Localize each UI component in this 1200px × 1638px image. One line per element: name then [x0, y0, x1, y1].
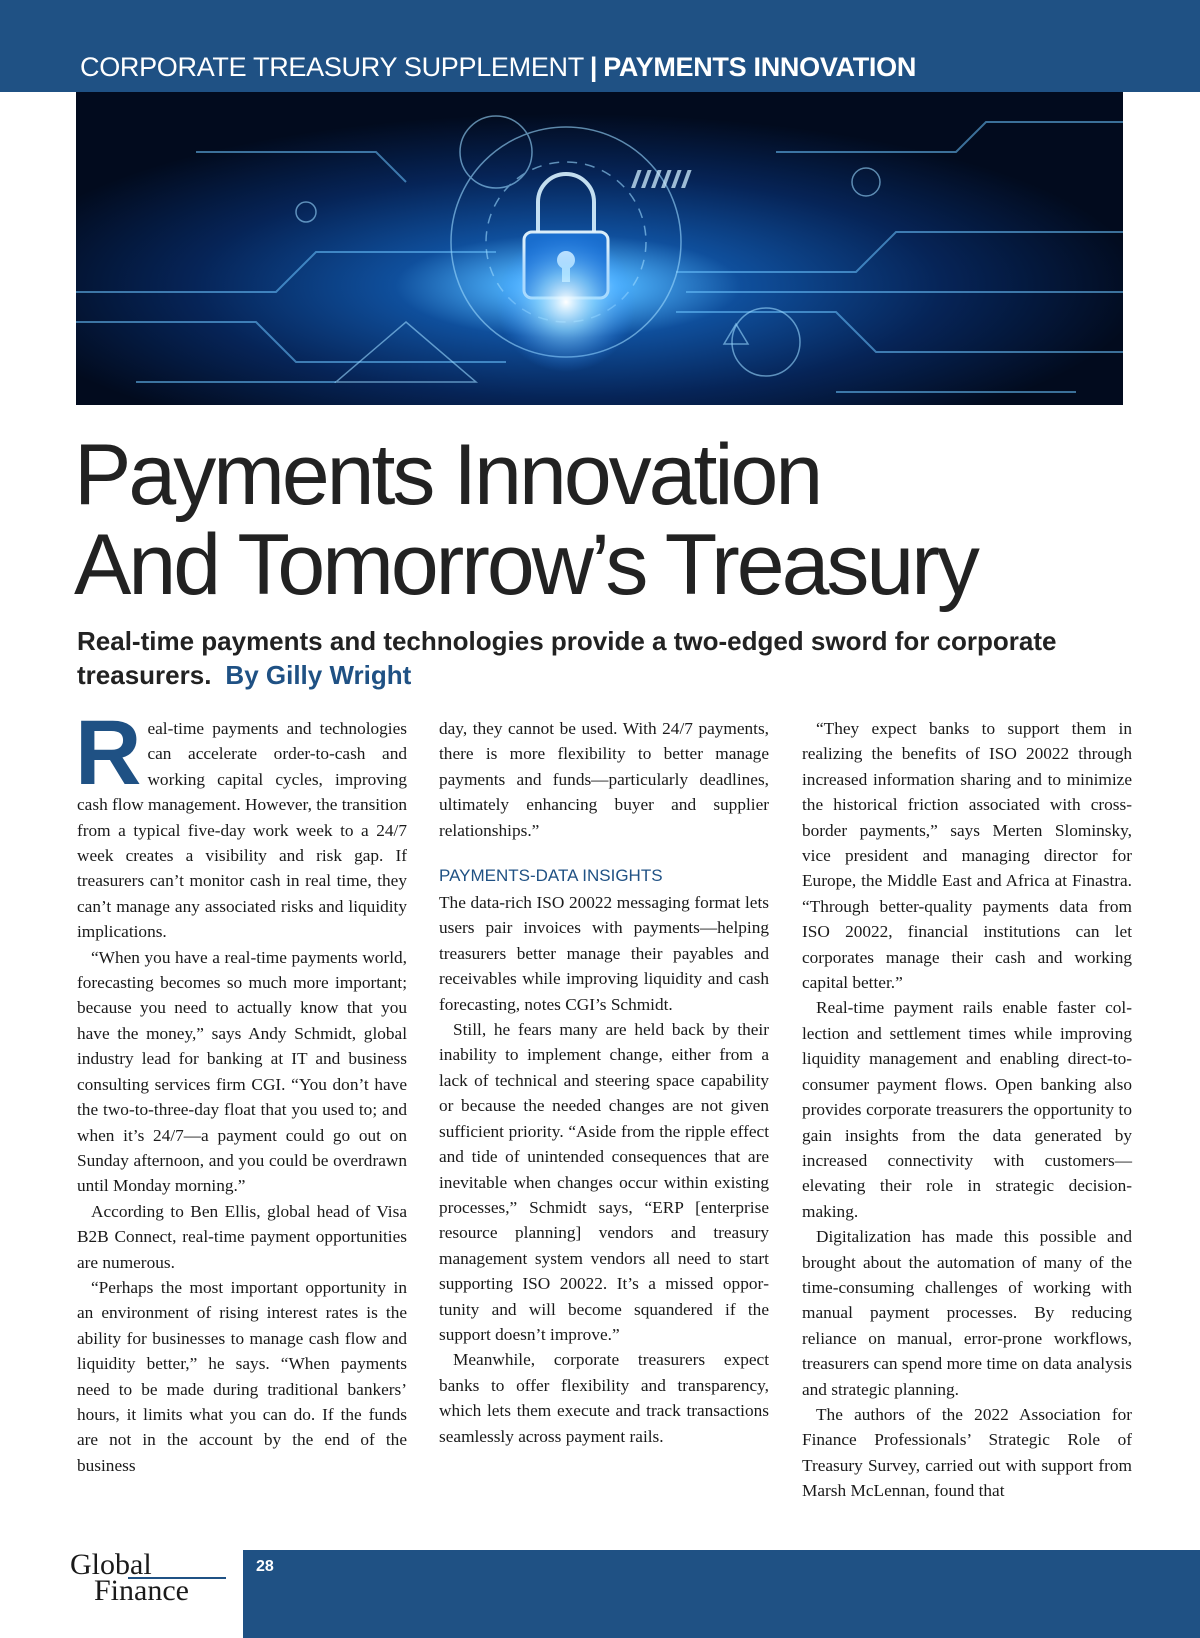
byline: By Gilly Wright	[225, 660, 412, 690]
paragraph: day, they cannot be used. With 24/7 payments, there is more flexibility to better manage payments and funds—particularly deadlines, ultimately enhancing buyer and supplier relationships.”	[439, 719, 769, 840]
article-headline	[74, 427, 977, 613]
section-subhead: PAYMENTS-DATA INSIGHTS	[439, 866, 663, 886]
global-finance-logo	[68, 1548, 228, 1608]
logo-line-1: Global	[70, 1548, 152, 1581]
column-2	[439, 716, 769, 1449]
footer-bar	[243, 1550, 1200, 1638]
headline-line-1: Payments Innovation	[74, 427, 821, 523]
banner-section: CORPORATE TREASURY SUPPLEMENT	[80, 52, 584, 82]
padlock-circuit-icon	[76, 92, 1123, 405]
paragraph: Real-time payment rails enable faster collection and settlement times while improving liquidity management and enabling direct-to-consumer payment flows. Open banking also provides corporate treasurers the opportunity to gain insights from the data generated by increased connectivity with customers—elevating their role in strategic decision-making.	[802, 998, 1132, 1221]
paragraph: “When you have a real-time payments world, forecasting becomes so much more important; because you need to actually know that you have the money,” says Andy Schmidt, global industry lead for banking at IT and business consulting services firm CGI. “You don’t have the two-to-three-day float that you used to; and when it’s 24/7—a payment could go out on Sunday afternoon, and you could be overdrawn until Monday morning.”	[77, 947, 407, 1196]
paragraph: The authors of the 2022 Association for Finance Professionals’ Strategic Role of Treasury Survey, carried out with support from Marsh McLennan, found that	[802, 1404, 1132, 1501]
paragraph: “Perhaps the most important opportunity in an environment of rising interest rates is the ability for businesses to manage cash flow and liquidity better,” he says. “When payments need to be made during traditional bankers’ hours, it limits what you can do. If the funds are not in the account by the end of the business	[77, 1277, 407, 1475]
paragraph: Meanwhile, corporate treasurers expect banks to offer flexibility and transparency, which lets them execute and track transactions seamlessly across payment rails.	[439, 1350, 769, 1446]
banner-separator: |	[589, 52, 598, 82]
section-banner	[0, 0, 1200, 92]
paragraph-text: eal-time payments and technologies can accelerate order-to-cash and working capital cycles, improving cash flow management. However, the transition from a typical five-day work week to a 24/7 week creates a visibility and risk gap. If treasurers can’t monitor cash in real time, they can’t manage any associated risks and liquidity implications.	[77, 719, 407, 942]
column-1	[75, 702, 407, 1478]
logo-line-2: Finance	[94, 1574, 189, 1607]
page-number: 28	[256, 1558, 274, 1575]
drop-cap: R	[75, 702, 142, 804]
hero-image	[76, 92, 1123, 405]
paragraph: “They expect banks to support them in realizing the benefits of ISO 20022 through increased information sharing and to minimize the historical friction associated with cross-border payments,” says Merten Slominsky, vice president and managing director for Europe, the Middle East and Africa at Finastra. “Through better-quality payments data from ISO 20022, financial institutions can let corporates manage their cash and working capital better.”	[802, 719, 1132, 993]
deck-text: Real-time payments and technologies provide a two-edged sword for corporate treasurers.	[77, 626, 1057, 690]
paragraph: The data-rich ISO 20022 messaging format lets users pair invoices with payments—helping treasurers better manage their payables and receivables while improving liquidity and cash forecasting, notes CGI’s Schmidt.	[439, 893, 769, 1014]
headline-line-2: And Tomorrow’s Treasury	[74, 517, 977, 613]
paragraph	[75, 702, 407, 945]
paragraph: According to Ben Ellis, global head of Visa B2B Connect, real-time payment opportunities are numerous.	[77, 1201, 407, 1272]
column-3	[802, 716, 1132, 1504]
banner-title	[80, 52, 916, 83]
paragraph: Digitalization has made this possible and brought about the automation of many of the time-consuming challenges of working with manual payment processes. By reducing reliance on manual, error-prone workflows, treasurers can spend more time on data analysis and strategic planning.	[802, 1227, 1132, 1399]
paragraph: Still, he fears many are held back by their inability to implement change, either from a lack of technical and steering space capability or because the needed changes are not given sufficient priority. “Aside from the ripple effect and tide of unintended consequences that are inevitable when changes occur within existing processes,” Schmidt says, “ERP [enterprise resource planning] vendors and treasury management system vendors all need to start supporting ISO 20022. It’s a missed opportunity and will become squandered if the support doesn’t improve.”	[439, 1020, 769, 1344]
article-body	[75, 702, 1132, 1506]
banner-topic: PAYMENTS INNOVATION	[603, 52, 917, 82]
article-deck	[77, 624, 1137, 692]
